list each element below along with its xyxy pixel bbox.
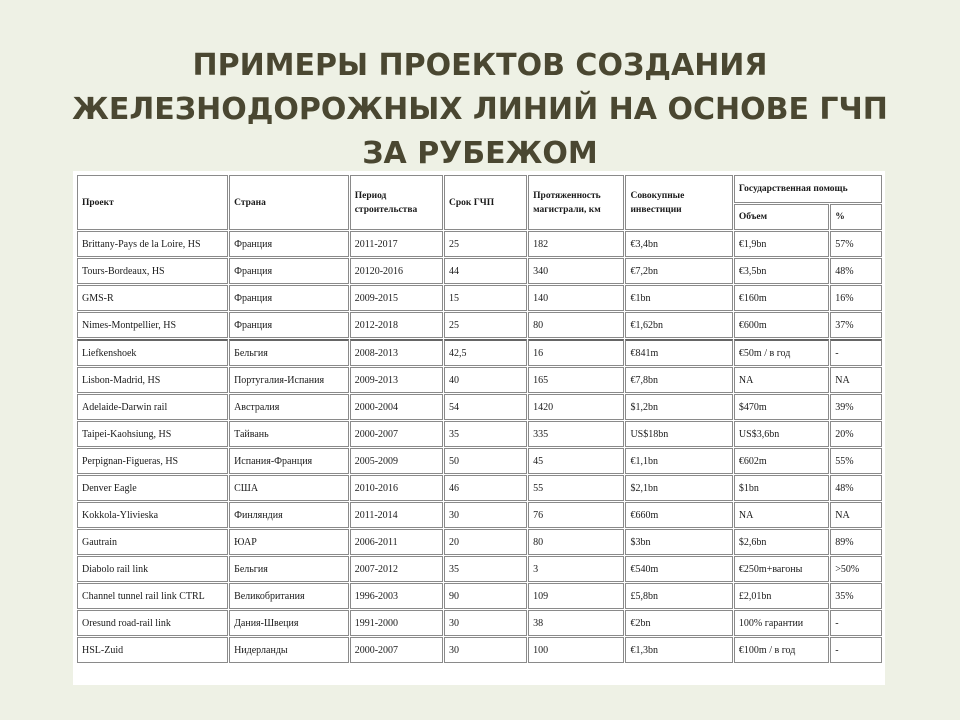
- cell-aid-percent: 37%: [830, 312, 882, 338]
- cell-project: Taipei-Kaohsiung, HS: [77, 421, 228, 447]
- cell-length: 340: [528, 258, 624, 284]
- header-state-aid: Государственная помощь: [734, 175, 882, 203]
- cell-term: 90: [444, 583, 527, 609]
- cell-aid-percent: 48%: [830, 475, 882, 501]
- cell-project: Kokkola-Ylivieska: [77, 502, 228, 528]
- cell-period: 2000-2007: [350, 421, 443, 447]
- table-row: [77, 610, 882, 636]
- cell-investment: €1,1bn: [625, 448, 732, 474]
- table-row: [77, 231, 882, 257]
- cell-aid-volume: €1,9bn: [734, 231, 829, 257]
- cell-period: 2011-2014: [350, 502, 443, 528]
- table-row: [77, 258, 882, 284]
- cell-length: 140: [528, 285, 624, 311]
- cell-length: 165: [528, 367, 624, 393]
- cell-investment: $2,1bn: [625, 475, 732, 501]
- cell-term: 15: [444, 285, 527, 311]
- cell-investment: US$18bn: [625, 421, 732, 447]
- cell-country: Франция: [229, 285, 349, 311]
- slide-title-line-3: ЗА РУБЕЖОМ: [362, 136, 598, 171]
- cell-length: 16: [528, 339, 624, 366]
- cell-aid-volume: NA: [734, 502, 829, 528]
- cell-project: Liefkenshoek: [77, 339, 228, 366]
- cell-term: 46: [444, 475, 527, 501]
- cell-term: 35: [444, 556, 527, 582]
- cell-aid-volume: £2,01bn: [734, 583, 829, 609]
- cell-investment: €7,8bn: [625, 367, 732, 393]
- cell-country: Дания-Швеция: [229, 610, 349, 636]
- cell-project: Adelaide-Darwin rail: [77, 394, 228, 420]
- table-row: [77, 285, 882, 311]
- cell-aid-percent: 57%: [830, 231, 882, 257]
- cell-period: 20120-2016: [350, 258, 443, 284]
- projects-table-body: [77, 231, 882, 663]
- cell-term: 54: [444, 394, 527, 420]
- cell-length: 182: [528, 231, 624, 257]
- cell-aid-volume: $1bn: [734, 475, 829, 501]
- table-row: [77, 312, 882, 338]
- cell-aid-percent: NA: [830, 367, 882, 393]
- cell-investment: £5,8bn: [625, 583, 732, 609]
- cell-investment: €1,3bn: [625, 637, 732, 663]
- cell-aid-percent: >50%: [830, 556, 882, 582]
- cell-country: Бельгия: [229, 556, 349, 582]
- cell-term: 50: [444, 448, 527, 474]
- cell-length: 38: [528, 610, 624, 636]
- cell-aid-percent: 20%: [830, 421, 882, 447]
- cell-project: GMS-R: [77, 285, 228, 311]
- cell-aid-volume: NA: [734, 367, 829, 393]
- cell-investment: $1,2bn: [625, 394, 732, 420]
- cell-aid-percent: -: [830, 339, 882, 366]
- cell-country: Испания-Франция: [229, 448, 349, 474]
- cell-country: Франция: [229, 231, 349, 257]
- cell-term: 40: [444, 367, 527, 393]
- cell-term: 30: [444, 502, 527, 528]
- cell-aid-volume: €3,5bn: [734, 258, 829, 284]
- cell-investment: €1,62bn: [625, 312, 732, 338]
- cell-period: 2010-2016: [350, 475, 443, 501]
- cell-length: 80: [528, 312, 624, 338]
- cell-project: Tours-Bordeaux, HS: [77, 258, 228, 284]
- cell-length: 80: [528, 529, 624, 555]
- cell-investment: €2bn: [625, 610, 732, 636]
- cell-aid-percent: 89%: [830, 529, 882, 555]
- header-length: Протяженность магистрали, км: [528, 175, 624, 230]
- cell-length: 109: [528, 583, 624, 609]
- cell-country: Бельгия: [229, 339, 349, 366]
- cell-project: Perpignan-Figueras, HS: [77, 448, 228, 474]
- header-period: Период строительства: [350, 175, 443, 230]
- cell-length: 45: [528, 448, 624, 474]
- cell-length: 1420: [528, 394, 624, 420]
- cell-project: Diabolo rail link: [77, 556, 228, 582]
- cell-aid-volume: $470m: [734, 394, 829, 420]
- cell-investment: €660m: [625, 502, 732, 528]
- table-row: [77, 502, 882, 528]
- cell-aid-volume: $2,6bn: [734, 529, 829, 555]
- cell-period: 2007-2012: [350, 556, 443, 582]
- cell-country: Португалия-Испания: [229, 367, 349, 393]
- cell-period: 2009-2015: [350, 285, 443, 311]
- cell-project: Lisbon-Madrid, HS: [77, 367, 228, 393]
- table-row: [77, 556, 882, 582]
- table-row: [77, 339, 882, 366]
- cell-period: 2011-2017: [350, 231, 443, 257]
- cell-aid-volume: €602m: [734, 448, 829, 474]
- slide-title-line-2: ЖЕЛЕЗНОДОРОЖНЫХ ЛИНИЙ НА ОСНОВЕ ГЧП: [72, 92, 888, 127]
- cell-aid-volume: €50m / в год: [734, 339, 829, 366]
- cell-project: Channel tunnel rail link CTRL: [77, 583, 228, 609]
- cell-period: 2006-2011: [350, 529, 443, 555]
- cell-aid-percent: 16%: [830, 285, 882, 311]
- cell-aid-percent: 39%: [830, 394, 882, 420]
- cell-length: 3: [528, 556, 624, 582]
- cell-length: 100: [528, 637, 624, 663]
- cell-country: Великобритания: [229, 583, 349, 609]
- cell-project: Denver Eagle: [77, 475, 228, 501]
- cell-country: США: [229, 475, 349, 501]
- cell-aid-volume: €250m+вагоны: [734, 556, 829, 582]
- table-row: [77, 637, 882, 663]
- cell-country: ЮАР: [229, 529, 349, 555]
- cell-period: 2000-2007: [350, 637, 443, 663]
- table-row: [77, 394, 882, 420]
- cell-period: 2008-2013: [350, 339, 443, 366]
- table-row: [77, 367, 882, 393]
- cell-period: 2012-2018: [350, 312, 443, 338]
- projects-table: [76, 174, 883, 664]
- cell-length: 55: [528, 475, 624, 501]
- table-row: [77, 475, 882, 501]
- cell-investment: $3bn: [625, 529, 732, 555]
- projects-table-container: [73, 171, 885, 685]
- cell-project: Gautrain: [77, 529, 228, 555]
- cell-investment: €841m: [625, 339, 732, 366]
- cell-aid-percent: -: [830, 610, 882, 636]
- header-investment: Совокупные инвестиции: [625, 175, 732, 230]
- header-volume: Объем: [734, 204, 829, 230]
- cell-country: Австралия: [229, 394, 349, 420]
- cell-period: 2005-2009: [350, 448, 443, 474]
- cell-term: 25: [444, 312, 527, 338]
- cell-country: Франция: [229, 258, 349, 284]
- cell-term: 42,5: [444, 339, 527, 366]
- cell-term: 25: [444, 231, 527, 257]
- cell-term: 30: [444, 637, 527, 663]
- cell-country: Франция: [229, 312, 349, 338]
- table-row: [77, 448, 882, 474]
- cell-project: Brittany-Pays de la Loire, HS: [77, 231, 228, 257]
- cell-period: 1991-2000: [350, 610, 443, 636]
- table-row: [77, 529, 882, 555]
- cell-project: HSL-Zuid: [77, 637, 228, 663]
- slide-title: [0, 44, 960, 176]
- table-row: [77, 583, 882, 609]
- cell-aid-volume: 100% гарантии: [734, 610, 829, 636]
- cell-term: 35: [444, 421, 527, 447]
- cell-length: 335: [528, 421, 624, 447]
- cell-aid-volume: US$3,6bn: [734, 421, 829, 447]
- cell-country: Тайвань: [229, 421, 349, 447]
- table-row: [77, 421, 882, 447]
- cell-project: Oresund road-rail link: [77, 610, 228, 636]
- cell-aid-percent: 55%: [830, 448, 882, 474]
- cell-period: 2009-2013: [350, 367, 443, 393]
- cell-period: 2000-2004: [350, 394, 443, 420]
- cell-project: Nimes-Montpellier, HS: [77, 312, 228, 338]
- cell-length: 76: [528, 502, 624, 528]
- cell-aid-volume: €160m: [734, 285, 829, 311]
- cell-term: 44: [444, 258, 527, 284]
- cell-aid-percent: 35%: [830, 583, 882, 609]
- cell-investment: €3,4bn: [625, 231, 732, 257]
- slide-title-line-1: ПРИМЕРЫ ПРОЕКТОВ СОЗДАНИЯ: [192, 48, 768, 83]
- cell-aid-percent: -: [830, 637, 882, 663]
- cell-aid-percent: 48%: [830, 258, 882, 284]
- cell-investment: €1bn: [625, 285, 732, 311]
- cell-country: Финляндия: [229, 502, 349, 528]
- header-percent: %: [830, 204, 882, 230]
- cell-term: 20: [444, 529, 527, 555]
- cell-aid-volume: €100m / в год: [734, 637, 829, 663]
- cell-period: 1996-2003: [350, 583, 443, 609]
- cell-investment: €7,2bn: [625, 258, 732, 284]
- cell-aid-percent: NA: [830, 502, 882, 528]
- cell-investment: €540m: [625, 556, 732, 582]
- cell-country: Нидерланды: [229, 637, 349, 663]
- cell-aid-volume: €600m: [734, 312, 829, 338]
- header-term: Срок ГЧП: [444, 175, 527, 230]
- header-project: Проект: [77, 175, 228, 230]
- header-country: Страна: [229, 175, 349, 230]
- cell-term: 30: [444, 610, 527, 636]
